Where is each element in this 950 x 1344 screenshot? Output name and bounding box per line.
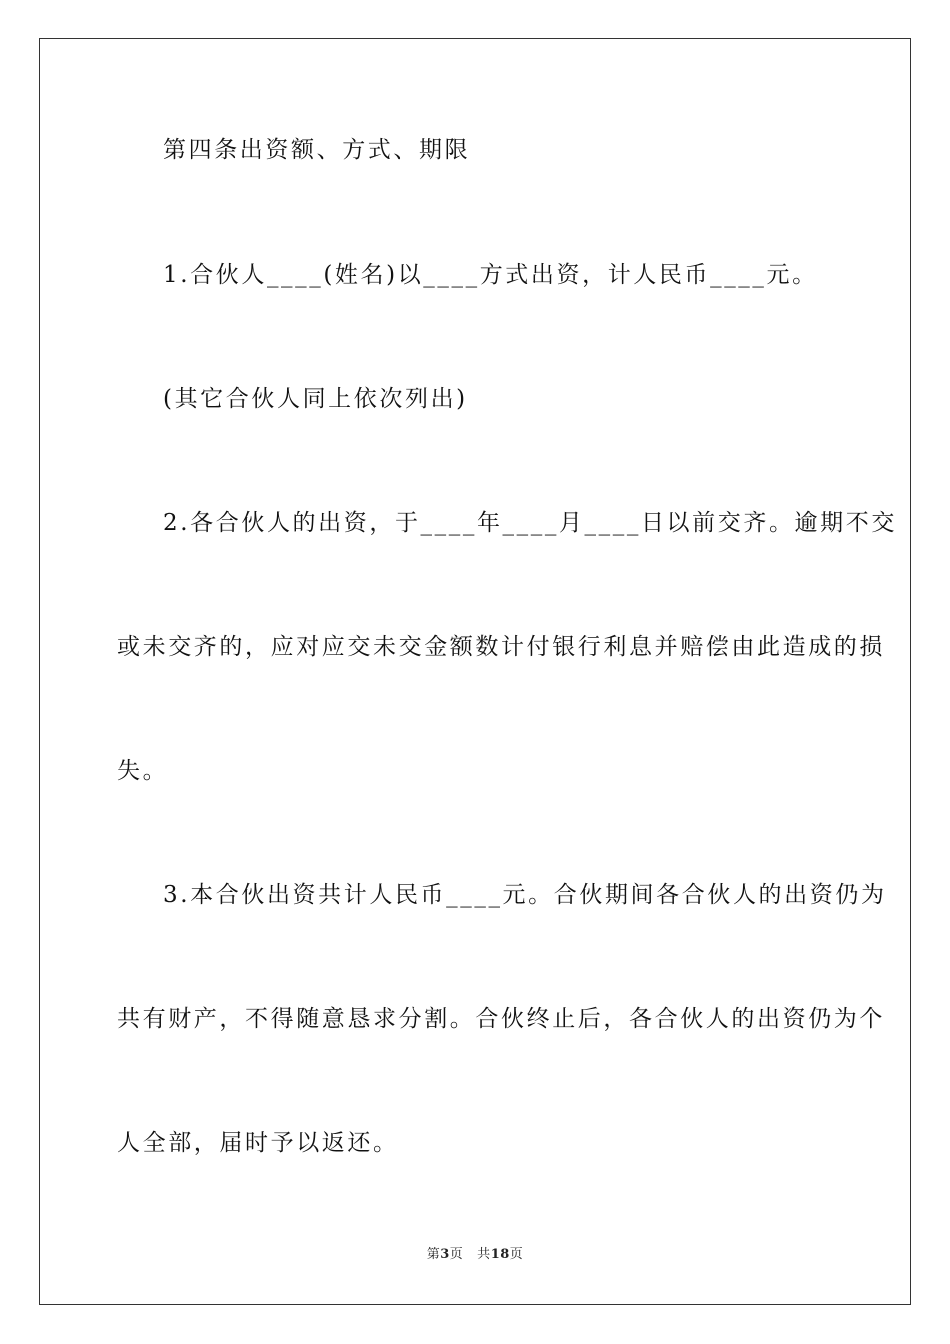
page-footer bbox=[0, 1247, 950, 1263]
footer-total-pages: 18 bbox=[490, 1247, 510, 1262]
footer-page-number: 3 bbox=[440, 1247, 450, 1262]
paragraph-line: 1.合伙人____(姓名)以____方式出资，计人民币____元。 bbox=[163, 262, 818, 288]
article-heading: 第四条出资额、方式、期限 bbox=[163, 137, 471, 163]
paragraph-line: 共有财产，不得随意恳求分割。合伙终止后，各合伙人的出资仍为个 bbox=[117, 1006, 885, 1032]
footer-total-suffix: 页 bbox=[509, 1247, 524, 1262]
footer-page-prefix: 第 bbox=[426, 1247, 441, 1262]
page-frame bbox=[39, 38, 911, 1305]
footer-page-suffix: 页 bbox=[449, 1247, 464, 1262]
paragraph-line: 人全部，届时予以返还。 bbox=[117, 1130, 399, 1156]
paragraph-line: 失。 bbox=[117, 758, 169, 784]
footer-total-prefix: 共 bbox=[477, 1247, 491, 1262]
paragraph-line: 2.各合伙人的出资，于____年____月____日以前交齐。逾期不交 bbox=[163, 510, 897, 536]
paragraph-line: 或未交齐的，应对应交未交金额数计付银行利息并赔偿由此造成的损 bbox=[117, 634, 885, 660]
paragraph-line: (其它合伙人同上依次列出) bbox=[163, 386, 468, 412]
paragraph-line: 3.本合伙出资共计人民币____元。合伙期间各合伙人的出资仍为 bbox=[163, 882, 887, 908]
